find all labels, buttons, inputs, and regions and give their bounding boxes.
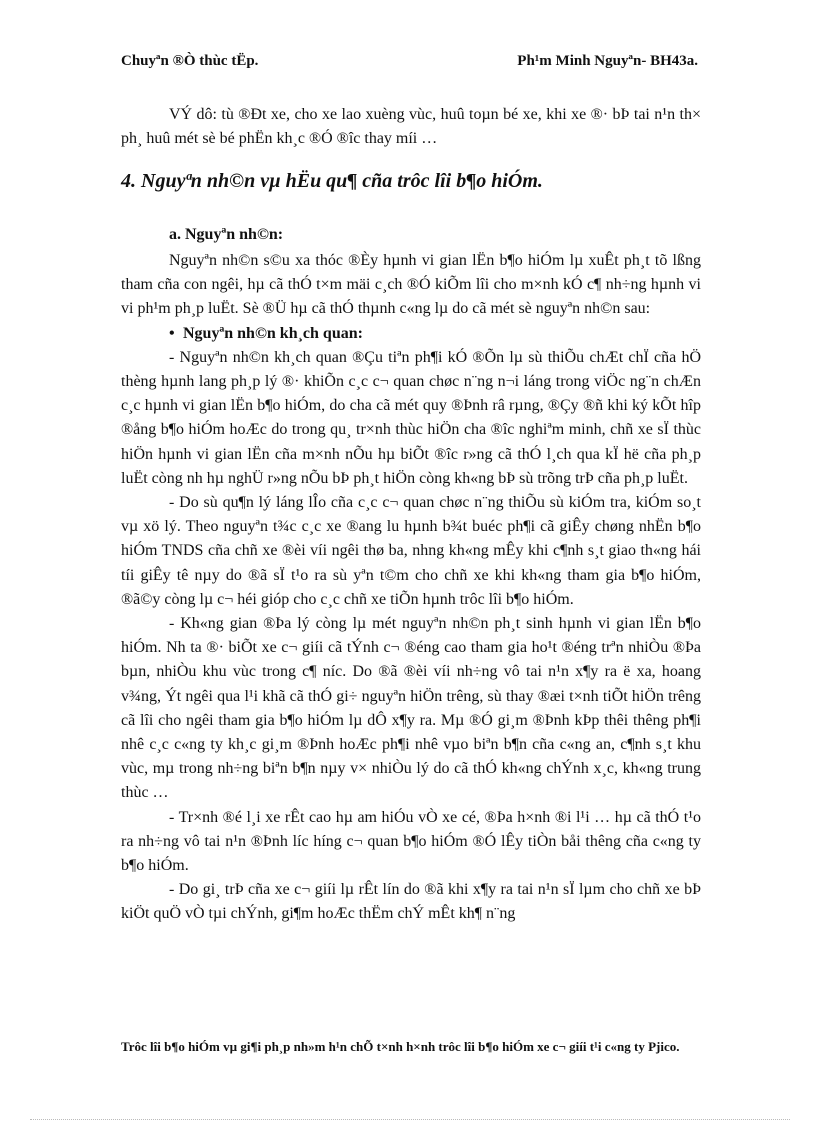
header-left: Chuyªn ®Ò thùc tËp. bbox=[121, 53, 259, 69]
footer: Trôc lîi b¶o hiÓm vµ gi¶i ph¸p nh»m h¹n chÕ t×nh h×nh trôc lîi b¶o hiÓm xe c¬ giíi t¹i c«ng ty Pjico. bbox=[121, 1039, 680, 1054]
paragraph: - Do sù qu¶n lý láng lÎo cña c¸c c¬ quan chøc n¨ng thiÕu sù kiÓm tra, kiÓm so¸t vµ xö lý. Theo nguyªn t¾c c¸c xe ®ang lu hµnh b¾t buéc ph¶i cã giÊy chøng nhËn b¶o hiÓm TNDS cña chñ xe ®èi víi ngêi thø ba, nhng kh«ng mÊy khi c¶nh s¸t giao th«ng hái tíi giÊy tê nµy do ®ã sÏ t¹o ra sù yªn t©m cho chñ xe khi kh«ng tham gia b¶o hiÓm, ®ã©y còng lµ c¬ héi gióp cho c¸c chñ xe tiÕn hµnh trôc lîi b¶o hiÓm. bbox=[121, 494, 701, 608]
intro-paragraph: VÝ dô: tù ®Ðt xe, cho xe lao xuèng vùc, huû toµn bé xe, khi xe ®· bÞ tai n¹n th× ph¸ huû mét sè bé phËn kh¸c ®Ó ®îc thay míi … bbox=[121, 106, 701, 147]
paragraph: - Tr×nh ®é l¸i xe rÊt cao hµ am hiÓu vÒ xe cé, ®Þa h×nh ®i l¹i … hµ cã thÓ t¹o ra nh÷ng vô tai n¹n ®Þnh líc híng c¬ quan b¶o hiÓm ®Ó lÊy tiÒn båi thêng cña c«ng ty b¶o hiÓm. bbox=[121, 808, 701, 875]
paragraph: - Kh«ng gian ®Þa lý còng lµ mét nguyªn nh©n ph¸t sinh hµnh vi gian lËn b¶o hiÓm. Nh ta ®· biÕt xe c¬ giíi cã tÝnh c¬ ®éng cao tham gia ho¹t ®éng trªn nhiÒu ®Þa bµn, nhiÒu khu vùc trong c¶ níc. Do ®ã ®èi víi nh÷ng vô tai n¹n x¶y ra ë xa, hoang v¾ng, Ýt ngêi qua l¹i khã cã thÓ gi÷ nguyªn hiÖn trêng, sù thay ®æi t×nh tiÕt hiÖn trêng cã lîi cho ngêi tham gia b¶o hiÓm lµ dÔ x¶y ra. Mµ ®Ó gi¸m ®Þnh kÞp thêi thêng ph¶i nhê c¸c c«ng ty kh¸c gi¸m ®Þnh hoÆc ph¶i nhê vµo biªn b¶n cña c«ng an, c¶nh s¸t khu vùc, mµ trong nh÷ng biªn b¶n nµy v× nhiÒu lý do cã thÓ kh«ng chÝnh x¸c, kh«ng trung thùc … bbox=[121, 615, 701, 802]
body-text bbox=[121, 249, 701, 927]
bullet-heading-label: Nguyªn nh©n kh¸ch quan: bbox=[183, 324, 363, 342]
bullet-heading bbox=[169, 322, 701, 346]
bullet-icon: • bbox=[169, 324, 175, 342]
header-right: Ph¹m Minh Nguyªn- BH43a. bbox=[517, 53, 698, 69]
section-title: 4. Nguyªn nh©n vµ hËu qu¶ cña trôc lîi b¶o hiÓm. bbox=[121, 170, 543, 192]
paragraph: - Nguyªn nh©n kh¸ch quan ®Çu tiªn ph¶i kÓ ®Õn lµ sù thiÕu chÆt chÏ cña hÖ thèng hµnh lang ph¸p lý ®· khiÕn c¸c c¬ quan chøc n¨ng n¬i láng trong viÖc ng¨n chÆn c¸c hµnh vi gian lËn b¶o hiÓm, do cha cã mét quy ®Þnh râ rµng, ®Çy ®ñ khi ký kÕt hîp ®ång b¶o hiÓm hoÆc do trong qu¸ tr×nh thùc hiÖn cha ®îc nghiªm minh, chñ xe sÏ thùc hiÖn hµnh vi gian lËn cña m×nh nÕu hµ biÕt ®îc r»ng cã thÓ l¸ch qua kÏ hë cña ph¸p luËt còng nh hµ nghÜ r»ng nÕu bÞ ph¸t hiÖn còng kh«ng bÞ sù trõng trÞ cña ph¸p luËt. bbox=[121, 348, 701, 487]
paragraph: Nguyªn nh©n s©u xa thóc ®Èy hµnh vi gian lËn b¶o hiÓm lµ xuÊt ph¸t tõ lßng tham cña con ngêi, hµ cã thÓ t×m mäi c¸ch ®Ó kiÕm lîi cho m×nh kÓ c¶ nh÷ng hµnh vi vi ph¹m ph¸p luËt. Sè ®Ü hµ cã thÓ thµnh c«ng lµ do cã mét sè nguyªn nh©n sau: bbox=[121, 252, 701, 318]
bottom-divider bbox=[30, 1119, 790, 1120]
paragraph: - Do gi¸ trÞ cña xe c¬ giíi lµ rÊt lín do ®ã khi x¶y ra tai n¹n sÏ lµm cho chñ xe bÞ kiÖt quÖ vÒ tµi chÝnh, gi¶m hoÆc thËm chÝ mÊt kh¶ n¨ng bbox=[121, 881, 701, 923]
subheading: a. Nguyªn nh©n: bbox=[169, 226, 284, 243]
